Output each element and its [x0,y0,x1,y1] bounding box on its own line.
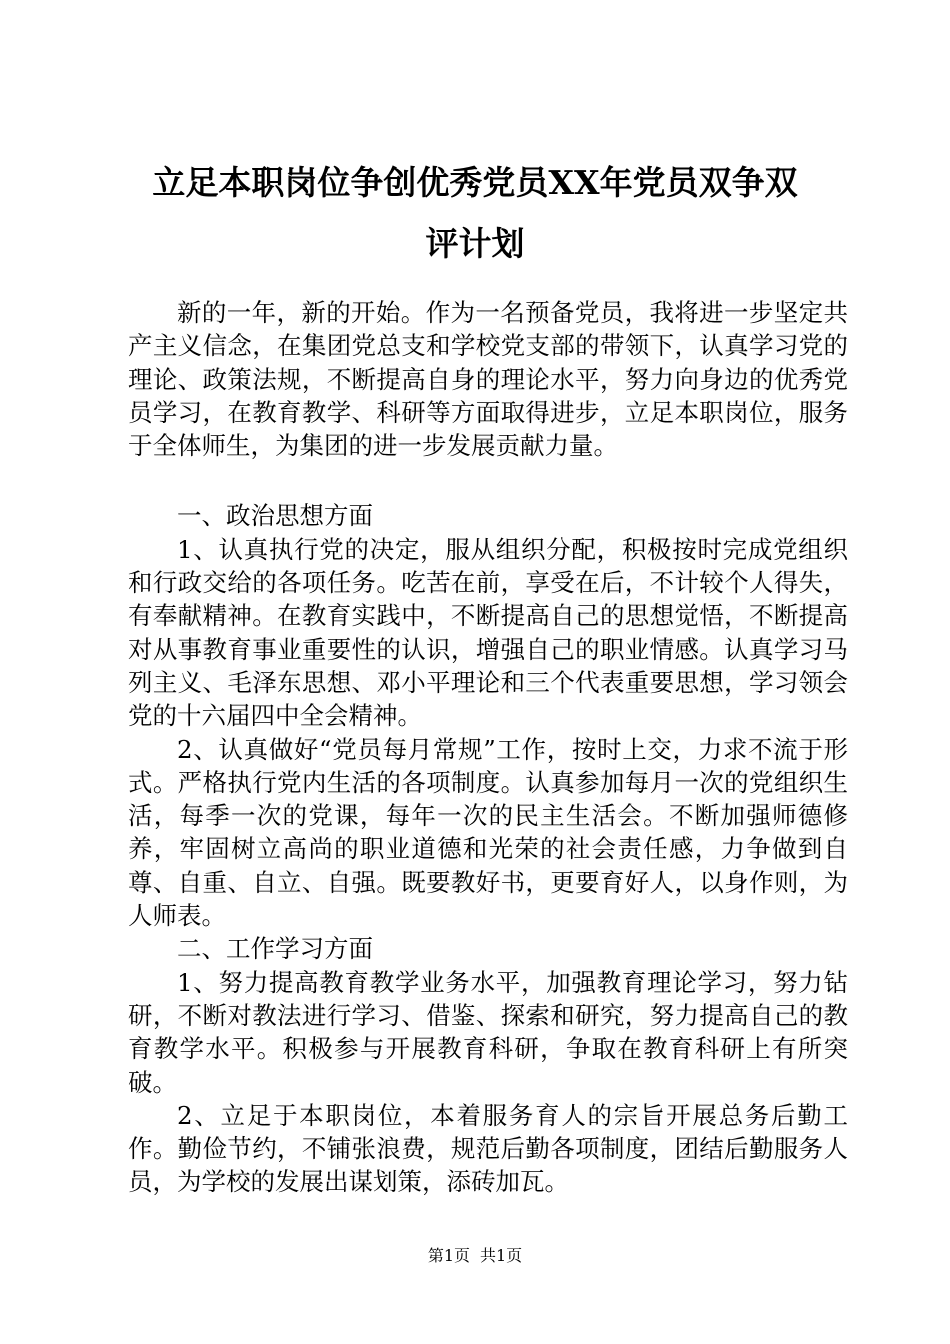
page-number: 第1页 [427,1246,470,1265]
document-body [128,296,848,1199]
work-study-item-1: 1、努力提高教育教学业务水平，加强教育理论学习，努力钻研，不断对教法进行学习、借鉴、探索和研究，努力提高自己的教育教学水平。积极参与开展教育科研，争取在教育科研上有所突破。 [128,967,848,1097]
page-total: 共1页 [480,1246,523,1265]
political-item-2: 2、认真做好“党员每月常规”工作，按时上交，力求不流于形式。严格执行党内生活的各项制度。认真参加每月一次的党组织生活，每季一次的党课，每年一次的民主生活会。不断加强师德修养，牢固树立高尚的职业道德和光荣的社会责任感，力争做到自尊、自重、自立、自强。既要教好书，更要育好人，以身作则，为人师表。 [128,734,848,931]
section-heading-work-study: 二、工作学习方面 [177,934,373,964]
intro-paragraph: 新的一年，新的开始。作为一名预备党员，我将进一步坚定共产主义信念，在集团党总支和学校党支部的带领下，认真学习党的理论、政策法规，不断提高自身的理论水平，努力向身边的优秀党员学习，在教育教学、科研等方面取得进步，立足本职岗位，服务于全体师生，为集团的进一步发展贡献力量。 [128,298,848,461]
political-item-1: 1、认真执行党的决定，服从组织分配，积极按时完成党组织和行政交给的各项任务。吃苦在前，享受在后，不计较个人得失，有奉献精神。在教育实践中，不断提高自己的思想觉悟，不断提高对从事教育事业重要性的认识，增强自己的职业情感。认真学习马列主义、毛泽东思想、邓小平理论和三个代表重要思想，学习领会党的十六届四中全会精神。 [128,534,848,731]
paragraph-spacer [128,462,848,499]
page-footer [0,1246,950,1266]
document-title-line-2: 评计划 [425,224,525,263]
document-title-line-1: 立足本职岗位争创优秀党员XX年党员双争双 [152,163,798,202]
work-study-item-2: 2、立足于本职岗位，本着服务育人的宗旨开展总务后勤工作。勤俭节约，不铺张浪费，规范后勤各项制度，团结后勤服务人员，为学校的发展出谋划策，添砖加瓦。 [128,1100,848,1197]
section-heading-political: 一、政治思想方面 [177,501,373,531]
